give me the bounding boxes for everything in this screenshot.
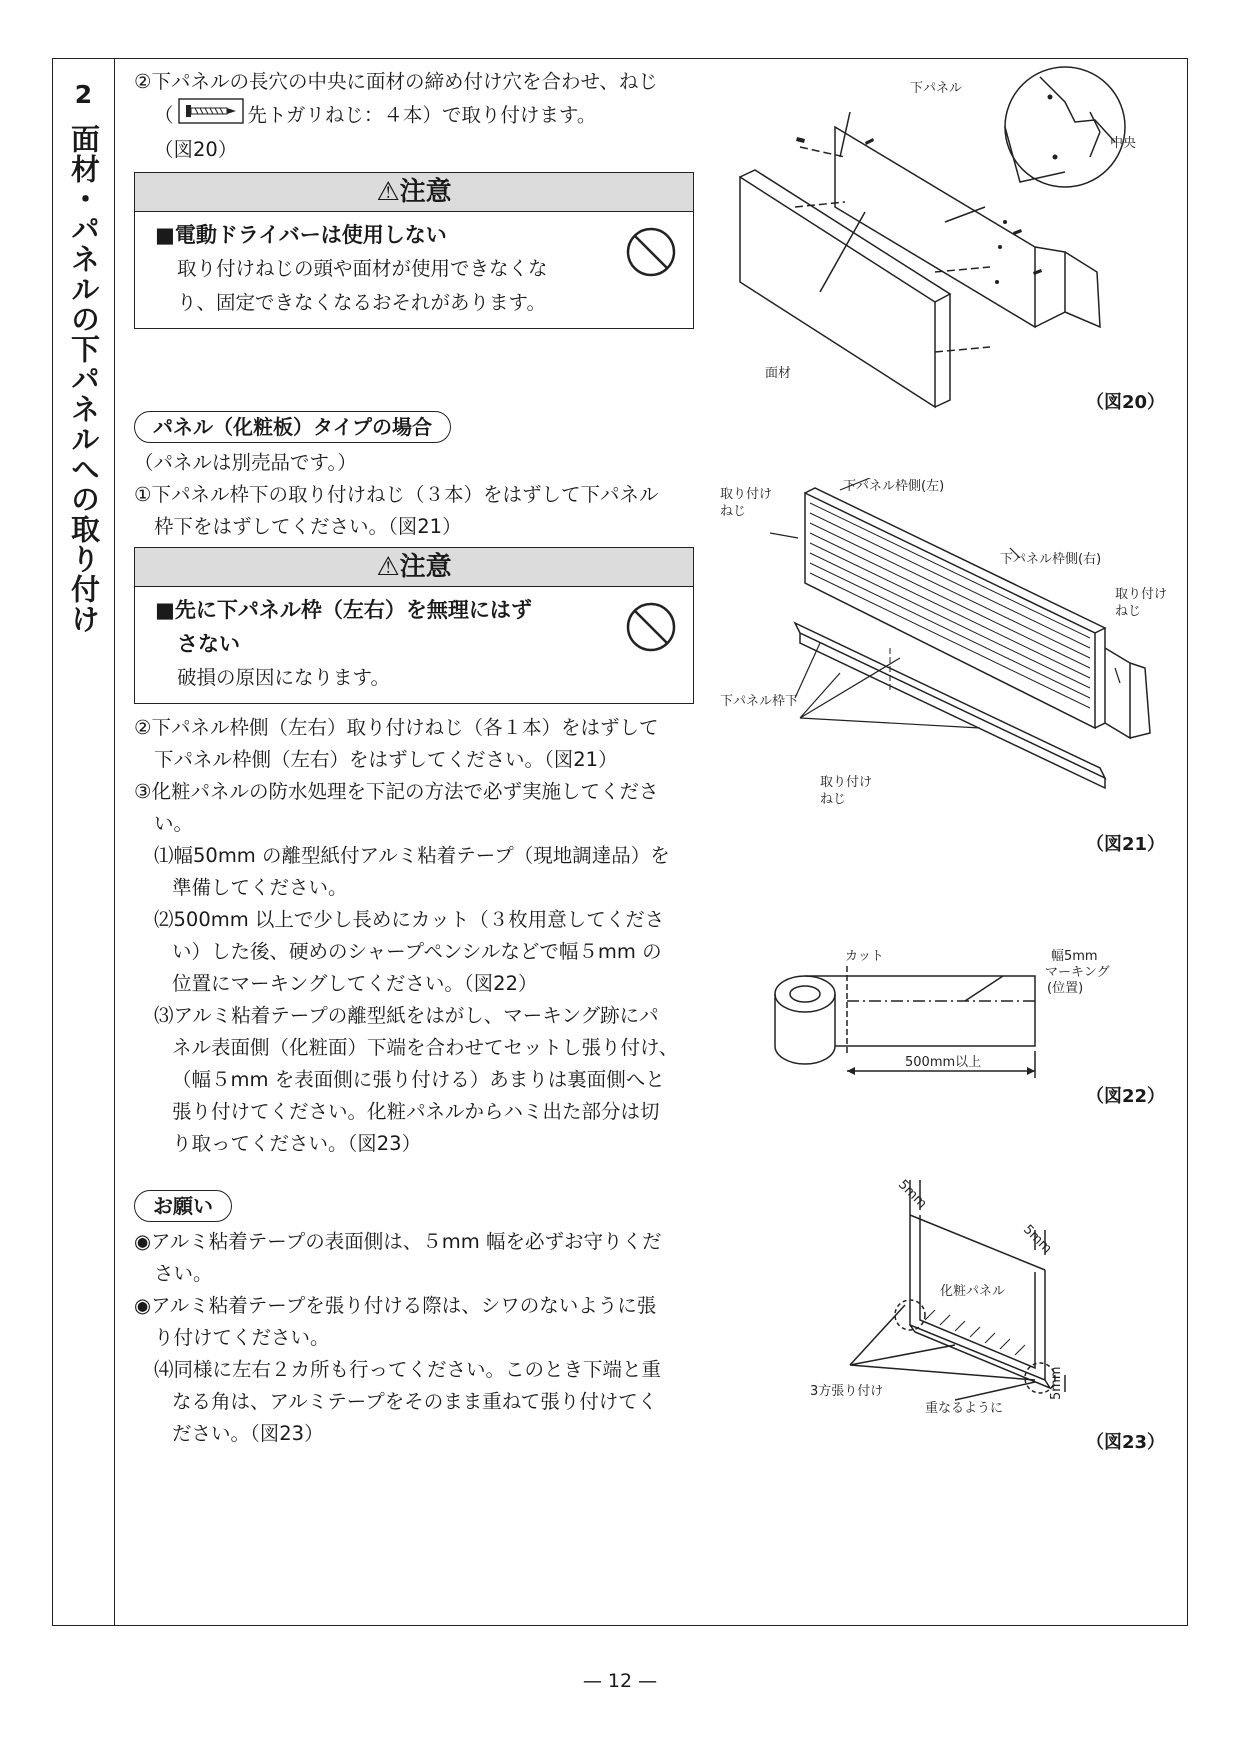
caution-header-2: ⚠注意 — [135, 548, 693, 587]
fig21-screw-tl-1: 取り付け — [720, 487, 773, 502]
figure-23 — [805, 1170, 1105, 1420]
fig21-screw-r-2: ねじ — [1115, 604, 1142, 619]
fig21-frame-left: 下パネル枠側(左) — [843, 479, 945, 494]
sub3-line3: （幅５mm を表面側に張り付ける）あまりは裏面側へと — [172, 1068, 665, 1091]
main-content — [134, 66, 694, 1450]
figure-22 — [765, 946, 1135, 1096]
section-title: 面材・パネルの下パネルへの取り付け — [67, 124, 101, 634]
sub3-line2: ネル表面側（化粧面）下端を合わせてセットし張り付け、 — [172, 1036, 679, 1059]
step-a-screw-text: 先トガリねじ：４本）で取り付けます。 — [247, 103, 597, 127]
step3-line1: ③化粧パネルの防水処理を下記の方法で必ず実施してくださ — [134, 780, 659, 803]
sub3-line4: 張り付けてください。化粧パネルからハミ出た部分は切 — [172, 1100, 660, 1123]
caution-text-1a: 取り付けねじの頭や面材が使用できなくな — [177, 257, 548, 280]
fig23-overlap: 重なるように — [925, 1401, 1004, 1416]
fig21-frame-right: 下パネル枠側(右) — [1000, 552, 1102, 567]
caution-text-2: 破損の原因になります。 — [177, 666, 390, 689]
sub2-line2: い）した後、硬めのシャープペンシルなどで幅５mm の — [172, 940, 662, 963]
step1-line2: 枠下をはずしてください。（図21） — [154, 515, 462, 538]
caution-header-1: ⚠注意 — [135, 173, 693, 212]
fig22-position: (位置) — [1047, 981, 1084, 996]
step3-line2: い。 — [154, 812, 194, 835]
caution-title-2b: さない — [177, 632, 240, 656]
request-bullet1-line2: さい。 — [154, 1262, 213, 1285]
step2-line1: ②下パネル枠側（左右）取り付けねじ（各１本）をはずして — [134, 716, 659, 739]
panel-type-note: （パネルは別売品です。） — [134, 451, 357, 474]
step-a-line3: （図20） — [154, 138, 238, 161]
step2-line2: 下パネル枠側（左右）をはずしてください。（図21） — [154, 748, 618, 771]
fig21-screw-b-1: 取り付け — [820, 775, 873, 790]
fig21-screw-b-2: ねじ — [820, 792, 847, 807]
figure-21 — [720, 478, 1180, 818]
request-bullet2-line2: り付けてください。 — [154, 1326, 330, 1349]
fig22-marking: マーキング — [1045, 965, 1110, 980]
fig20-lower-panel: 下パネル — [910, 81, 963, 96]
caution-title-2a: ■先に下パネル枠（左右）を無理にはず — [155, 598, 532, 622]
request-bullet1-line1: ◉アルミ粘着テープの表面側は、５mm 幅を必ずお守りくだ — [134, 1230, 662, 1253]
sub3-line5: り取ってください。（図23） — [172, 1132, 422, 1155]
sub1-line1: ⑴幅50mm の離型紙付アルミ粘着テープ（現地調達品）を — [154, 844, 670, 867]
fig22-width: 幅5mm — [1051, 949, 1098, 964]
step1-line1: ①下パネル枠下の取り付けねじ（３本）をはずして下パネル — [134, 483, 659, 506]
step-a-paren: （ — [154, 103, 174, 127]
fig22-length: 500mm以上 — [905, 1055, 982, 1070]
screw-icon — [178, 98, 244, 134]
sub3-line1: ⑶アルミ粘着テープの離型紙をはがし、マーキング跡にパ — [154, 1004, 659, 1027]
fig23-three-sides: 3方張り付け — [810, 1384, 884, 1399]
fig21-label: （図21） — [1086, 834, 1166, 855]
page-number: — 12 — — [582, 1670, 658, 1692]
section-number: 2 — [74, 80, 93, 109]
sub4-line3: ださい。（図23） — [172, 1422, 324, 1445]
fig20-center: 中央 — [1110, 136, 1137, 151]
fig21-frame-bottom: 下パネル枠下 — [720, 694, 799, 709]
sub2-line1: ⑵500mm 以上で少し長めにカット（３枚用意してくださ — [154, 908, 665, 931]
section-sidebar — [52, 58, 115, 1626]
fig20-facing: 面材 — [765, 366, 792, 381]
fig23-dim1: 5mm — [895, 1177, 930, 1212]
fig22-cut: カット — [845, 949, 884, 964]
sub4-line2: なる角は、アルミテープをそのまま重ねて張り付けてく — [172, 1390, 658, 1413]
fig20-label: （図20） — [1086, 392, 1166, 413]
sub2-line3: 位置にマーキングしてください。（図22） — [172, 972, 538, 995]
fig23-label: （図23） — [1086, 1432, 1166, 1453]
figure-20 — [735, 62, 1175, 422]
fig21-screw-r-1: 取り付け — [1115, 587, 1168, 602]
caution-box-1 — [134, 172, 694, 329]
sub4-line1: ⑷同様に左右２カ所も行ってください。このとき下端と重 — [154, 1358, 662, 1381]
fig22-label: （図22） — [1086, 1086, 1166, 1107]
request-bullet2-line1: ◉アルミ粘着テープを張り付ける際は、シワのないように張 — [134, 1294, 657, 1317]
prohibition-icon — [625, 226, 677, 288]
sub1-line2: 準備してください。 — [172, 876, 348, 899]
request-heading: お願い — [134, 1190, 232, 1222]
caution-title-1: ■電動ドライバーは使用しない — [155, 223, 447, 247]
caution-text-1b: り、固定できなくなるおそれがあります。 — [177, 291, 546, 314]
fig21-screw-tl-2: ねじ — [720, 504, 747, 519]
fig23-panel: 化粧パネル — [940, 1284, 1006, 1299]
prohibition-icon — [625, 601, 677, 663]
caution-box-2 — [134, 547, 694, 704]
step-a-line2 — [134, 98, 694, 134]
step-a-line1: ②下パネルの長穴の中央に面材の締め付け穴を合わせ、ねじ — [134, 70, 658, 93]
panel-type-heading: パネル（化粧板）タイプの場合 — [134, 411, 451, 443]
fig23-dim2: 5mm — [1020, 1222, 1055, 1257]
fig23-dim3: 5mm — [1049, 1366, 1064, 1400]
